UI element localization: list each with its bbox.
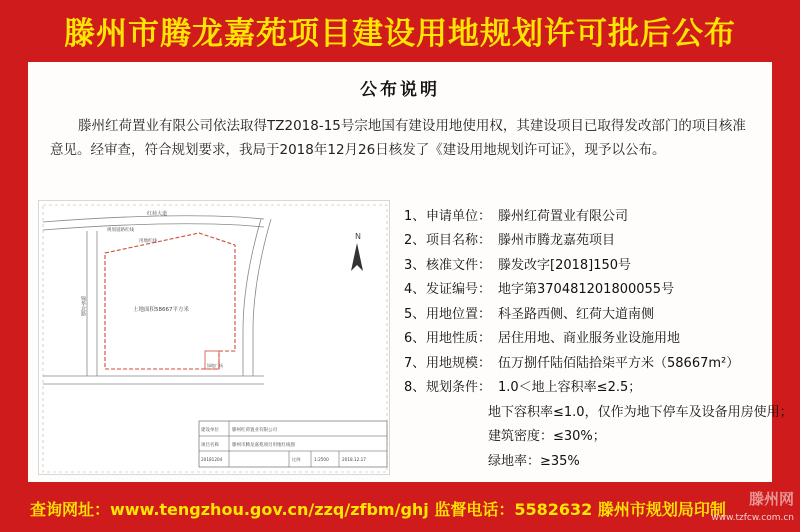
list-item xyxy=(404,325,764,350)
list-item xyxy=(404,374,764,399)
table-r1-key: 建设单位 xyxy=(201,428,219,433)
list-item xyxy=(404,300,764,325)
item-value: 滕发改字[2018]150号 xyxy=(498,257,632,273)
item-key: 发证编号： xyxy=(426,282,492,298)
notice-panel xyxy=(28,62,793,482)
table-r3-key: 20181204 xyxy=(201,457,223,462)
site-plan-svg xyxy=(39,201,391,476)
item-key: 核准文件： xyxy=(426,257,492,273)
list-item xyxy=(404,202,764,227)
item-number: 4、 xyxy=(404,282,426,298)
notice-subtitle: 公布说明 xyxy=(360,80,440,100)
watermark-logo-text: 滕州网 xyxy=(748,490,794,508)
line-label-1: 规划道路红线 xyxy=(107,228,134,233)
footer-contact-text: 查询网址：www.tengzhou.gov.cn/zzq/zfbm/ghj 监督电话：5582632 滕州市规划局印制 xyxy=(30,500,726,519)
item-value: 滕州红荷置业有限公司 xyxy=(498,208,629,224)
corner-label: 绿地广场 xyxy=(207,363,223,368)
list-item xyxy=(404,349,764,374)
item-value: 科圣路西侧、红荷大道南侧 xyxy=(498,306,655,322)
item-number: 3、 xyxy=(404,257,426,273)
road-north-edge-2 xyxy=(43,224,264,230)
condition-line: 绿地率：≥35% xyxy=(488,453,580,469)
header-banner xyxy=(0,0,800,60)
item-key: 用地位置： xyxy=(426,306,492,322)
item-key: 用地规模： xyxy=(426,355,492,371)
permit-details-list xyxy=(404,202,793,472)
table-r2-val: 滕州市腾龙嘉苑项目用地红线图 xyxy=(232,443,295,448)
item-value: 伍万捌仟陆佰陆拾柒平方米（58667m²） xyxy=(498,355,740,371)
item-number: 5、 xyxy=(404,306,426,322)
line-label-2: 用地红线 xyxy=(139,239,157,244)
item-key: 申请单位： xyxy=(426,208,492,224)
condition-line: 地下容积率≤1.0，仅作为地下停车及设备用房使用； xyxy=(488,404,793,420)
list-item xyxy=(404,227,764,252)
road-east-edge-2 xyxy=(253,219,271,376)
notice-intro: 滕州红荷置业有限公司依法取得TZ2018-15号宗地国有建设用地使用权，其建设项目已取得发改部门的项目核准意见。经审查，符合规划要求，我局于2018年12月26日核发了《建设用地规划许可证》，现予以公布。 xyxy=(50,118,746,158)
table-scale-val: 1:2500 xyxy=(314,457,329,462)
item-key: 项目名称： xyxy=(426,233,492,249)
item-number: 8、 xyxy=(404,380,426,396)
watermark-url: www.tzfcw.com.cn xyxy=(711,513,794,523)
table-date: 2018.12.17 xyxy=(342,457,366,462)
land-boundary-line xyxy=(105,233,235,369)
table-r1-val: 滕州红荷置业有限公司 xyxy=(232,428,277,433)
list-item xyxy=(404,276,764,301)
item-number: 7、 xyxy=(404,355,426,371)
road-north-label: 红荷大道 xyxy=(147,211,168,217)
item-key: 用地性质： xyxy=(426,331,492,347)
watermark-logo xyxy=(698,490,794,528)
condition-line: 建筑密度：≤30%； xyxy=(488,429,606,445)
item-value: 居住用地、商业服务业设施用地 xyxy=(498,331,681,347)
item-number: 6、 xyxy=(404,331,426,347)
north-mark: N xyxy=(355,232,361,241)
north-arrow-icon xyxy=(351,232,363,271)
item-value: 1.0＜地上容积率≤2.5； xyxy=(498,380,642,396)
item-value: 地字第370481201800055号 xyxy=(498,282,675,298)
road-west-label: 锦华北路 xyxy=(80,296,86,316)
road-east-edge-1 xyxy=(243,219,261,376)
item-number: 1、 xyxy=(404,208,426,224)
table-r2-key: 项目名称 xyxy=(201,443,219,448)
item-number: 2、 xyxy=(404,233,426,249)
page-title: 滕州市腾龙嘉苑项目建设用地规划许可批后公布 xyxy=(64,15,736,52)
area-label: 土地面积58667平方米 xyxy=(133,307,189,313)
plan-title-block xyxy=(199,421,387,467)
list-item xyxy=(404,251,764,276)
item-value: 滕州市腾龙嘉苑项目 xyxy=(498,233,616,249)
footer-banner xyxy=(0,486,800,532)
item-key: 规划条件： xyxy=(426,380,492,396)
table-scale-key: 比例 xyxy=(292,457,301,462)
site-plan-drawing xyxy=(38,200,390,475)
